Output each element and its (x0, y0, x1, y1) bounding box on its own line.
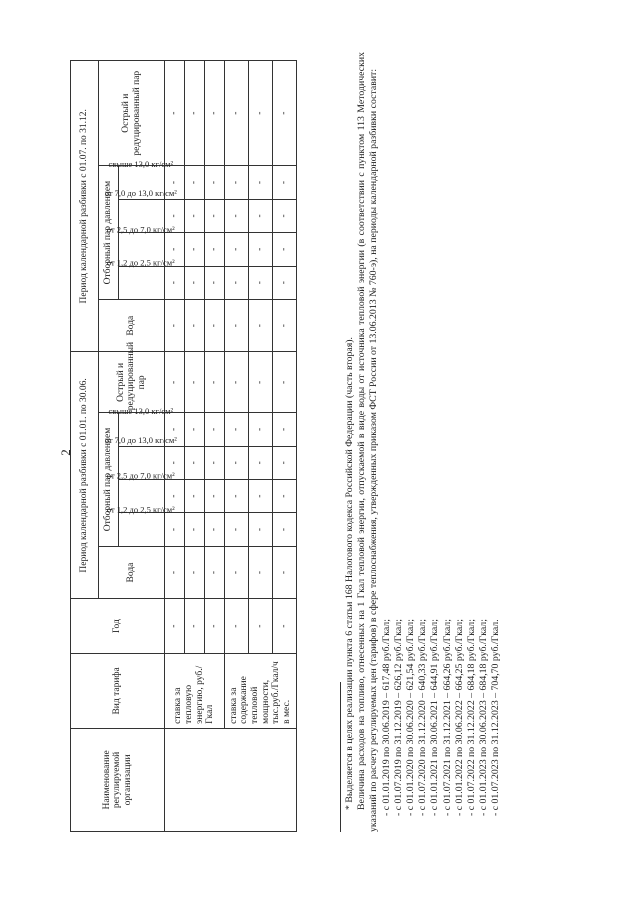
value-cell: - (225, 546, 249, 599)
value-cell: - (249, 166, 273, 199)
value-cell: - (185, 413, 205, 446)
notes-block (344, 52, 503, 832)
list-item: - с 01.07.2019 по 31.12.2019 – 626,12 руб./Гкал; (392, 619, 404, 816)
value-cell: - (225, 479, 249, 512)
value-cell: - (185, 199, 205, 232)
value-cell: - (273, 61, 297, 166)
value-cell: - (249, 299, 273, 352)
list-item: - с 01.07.2023 по 31.12.2023 – 704,70 руб./Гкал. (490, 619, 502, 816)
value-cell: - (165, 546, 185, 599)
header-steam-2-p1: от 2,5 до 7,0 кг/см² (119, 479, 165, 512)
tariff-type-energy: ставка за тепловую энергию, руб./Гкал (165, 653, 225, 728)
list-item: - с 01.07.2021 по 31.12.2021 – 664,26 руб./Гкал; (441, 619, 453, 816)
value-cell: - (165, 479, 185, 512)
value-cell: - (165, 352, 185, 413)
year-cell: - (165, 599, 185, 654)
value-cell: - (185, 166, 205, 199)
value-cell: - (185, 479, 205, 512)
fuel-cost-paragraph: Величина расходов на топливо, отнесенных на 1 Гкал тепловой энергии, отпускаемой в виде воды от источника тепловой энергии (в соответствии с пунктом 113 Методических указаний по расчету регулируемых цен (тарифов) в сфере теплоснабжения, утвержденных приказом ФСТ России от 13.06.2013 № 760-э), на периоды календарной разбивки составит: (356, 52, 380, 832)
value-cell: - (225, 61, 249, 166)
year-cell: - (225, 599, 249, 654)
value-cell: - (273, 233, 297, 266)
value-cell: - (225, 352, 249, 413)
year-cell: - (273, 599, 297, 654)
value-cell: - (249, 446, 273, 479)
list-item: - с 01.01.2021 по 30.06.2021 – 644,91 руб./Гкал; (429, 619, 441, 816)
value-cell: - (205, 546, 225, 599)
value-cell: - (249, 413, 273, 446)
header-period-2: Период календарной разбивки с 01.07. по 31.12. (71, 61, 99, 352)
table-row (225, 61, 249, 832)
value-cell: - (205, 233, 225, 266)
value-cell: - (165, 446, 185, 479)
period-list (381, 52, 503, 832)
header-tariff-type: Вид тарифа (71, 653, 165, 728)
value-cell: - (273, 352, 297, 413)
value-cell: - (249, 61, 273, 166)
value-cell: - (165, 413, 185, 446)
value-cell: - (249, 199, 273, 232)
header-steam-1-p2: от 1,2 до 2,5 кг/см² (119, 266, 165, 299)
value-cell: - (273, 266, 297, 299)
header-steam-4-p2: свыше 13,0 кг/см² (119, 166, 165, 199)
value-cell: - (225, 199, 249, 232)
value-cell: - (165, 61, 185, 166)
value-cell: - (273, 513, 297, 546)
tariff-table (70, 60, 297, 832)
value-cell: - (273, 446, 297, 479)
value-cell: - (165, 233, 185, 266)
list-item: - с 01.07.2022 по 31.12.2022 – 684,18 руб./Гкал; (466, 619, 478, 816)
value-cell: - (249, 513, 273, 546)
header-steam-group-p2: Отборный пар давлением (99, 166, 119, 300)
value-cell: - (165, 166, 185, 199)
value-cell: - (225, 266, 249, 299)
header-steam-3-p2: от 7,0 до 13,0 кг/см² (119, 199, 165, 232)
list-item: - с 01.01.2023 по 30.06.2023 – 684,18 руб./Гкал; (478, 619, 490, 816)
value-cell: - (185, 352, 205, 413)
value-cell: - (225, 166, 249, 199)
value-cell: - (185, 513, 205, 546)
header-steam-2-p2: от 2,5 до 7,0 кг/см² (119, 233, 165, 266)
value-cell: - (185, 299, 205, 352)
value-cell: - (273, 199, 297, 232)
value-cell: - (205, 513, 225, 546)
year-cell: - (249, 599, 273, 654)
value-cell: - (205, 166, 225, 199)
value-cell: - (249, 352, 273, 413)
header-steam-1-p1: от 1,2 до 2,5 кг/см² (119, 513, 165, 546)
value-cell: - (205, 299, 225, 352)
value-cell: - (185, 546, 205, 599)
value-cell: - (249, 546, 273, 599)
header-steam-group-p1: Отборный пар давлением (99, 413, 119, 547)
value-cell: - (205, 446, 225, 479)
header-sharp-steam-p2: Острый и редуцированный пар (99, 61, 165, 166)
header-org: Наименование регулируемой организации (71, 728, 165, 831)
table-row (165, 61, 185, 832)
header-water-p2: Вода (99, 299, 165, 352)
value-cell: - (205, 266, 225, 299)
value-cell: - (273, 299, 297, 352)
value-cell: - (185, 266, 205, 299)
value-cell: - (205, 61, 225, 166)
value-cell: - (205, 352, 225, 413)
value-cell: - (225, 413, 249, 446)
value-cell: - (165, 266, 185, 299)
value-cell: - (273, 479, 297, 512)
value-cell: - (273, 546, 297, 599)
header-steam-3-p1: от 7,0 до 13,0 кг/см² (119, 446, 165, 479)
value-cell: - (185, 446, 205, 479)
value-cell: - (165, 513, 185, 546)
value-cell: - (249, 266, 273, 299)
list-item: - с 01.01.2022 по 30.06.2022 – 664,25 руб./Гкал; (453, 619, 465, 816)
page-number: 2 (58, 449, 73, 456)
value-cell: - (185, 61, 205, 166)
value-cell: - (273, 413, 297, 446)
header-year: Год (71, 599, 165, 654)
value-cell: - (225, 446, 249, 479)
value-cell: - (165, 299, 185, 352)
footnote-rule (340, 682, 341, 832)
header-sharp-steam-p1: Острый и редуцированный пар (99, 352, 165, 413)
value-cell: - (205, 479, 225, 512)
header-water-p1: Вода (99, 546, 165, 599)
value-cell: - (165, 199, 185, 232)
header-period-1: Период календарной разбивки с 01.01. по 30.06. (71, 352, 99, 599)
list-item: - с 01.01.2019 по 30.06.2019 – 617,48 руб./Гкал; (380, 619, 392, 816)
value-cell: - (205, 413, 225, 446)
list-item: - с 01.01.2020 по 30.06.2020 – 621,54 руб./Гкал; (405, 619, 417, 816)
year-cell: - (185, 599, 205, 654)
value-cell: - (225, 299, 249, 352)
footnote: * Выделяется в целях реализации пункта 6 статьи 168 Налогового кодекса Российской Федерации (часть вторая). (344, 337, 355, 810)
header-steam-4-p1: свыше 13,0 кг/см² (119, 413, 165, 446)
tariff-type-capacity: ставка за содержание тепловой мощности, тыс.руб./Гкал/ч в мес. (225, 653, 297, 728)
value-cell: - (273, 166, 297, 199)
value-cell: - (205, 199, 225, 232)
value-cell: - (225, 233, 249, 266)
value-cell: - (225, 513, 249, 546)
year-cell: - (205, 599, 225, 654)
value-cell: - (249, 233, 273, 266)
org-name-cell (165, 728, 297, 831)
list-item: - с 01.07.2020 по 31.12.2020 – 640,33 руб./Гкал; (417, 619, 429, 816)
value-cell: - (185, 233, 205, 266)
value-cell: - (249, 479, 273, 512)
